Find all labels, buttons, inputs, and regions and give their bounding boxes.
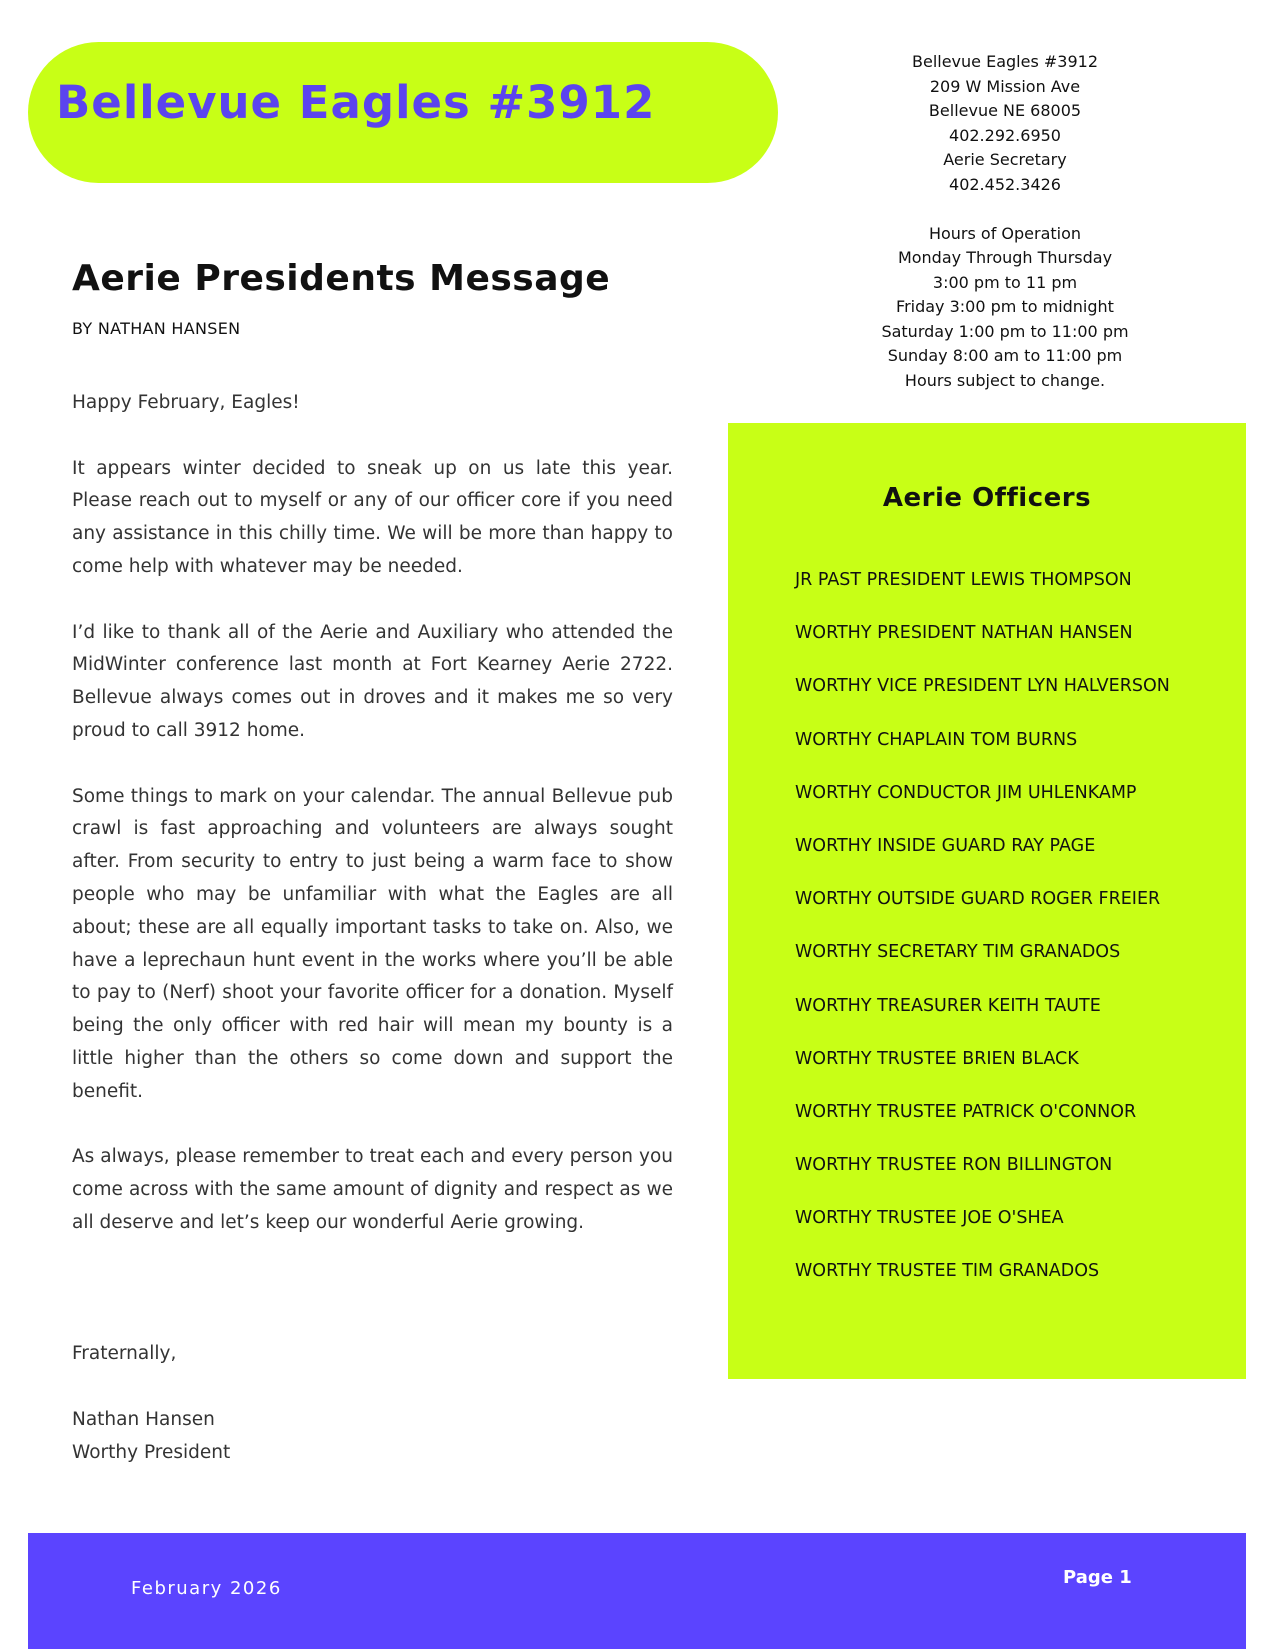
officers-panel [728, 423, 1246, 1379]
article-byline: BY NATHAN HANSEN [72, 319, 241, 338]
officer-item: WORTHY TRUSTEE TIM GRANADOS [795, 1261, 1100, 1282]
officer-item: WORTHY TRUSTEE RON BILLINGTON [795, 1155, 1113, 1176]
contact-line: Aerie Secretary [943, 150, 1067, 169]
hours-line: Saturday 1:00 pm to 11:00 pm [881, 321, 1129, 341]
hours-line: Hours subject to change. [904, 370, 1106, 390]
article-paragraph: Some things to mark on your calendar. The annual Bellevue pub crawl is fast approaching and volunteers are always sought after. From security to entry to just being a warm face to show people who may be unfamiliar with what the Eagles are all about; these are all equally important tasks to take on. Also, we have a leprechaun hunt event in the works where you’ll be able to pay to (Nerf) shoot your favorite officer for a donation. Myself being the only officer with red hair will mean my bounty is a little higher than the others so come down and support the benefit. [72, 785, 673, 1102]
signature-title: Worthy President [72, 1442, 231, 1463]
officer-item: JR PAST PRESIDENT LEWIS THOMPSON [795, 570, 1132, 590]
hours-line: Monday Through Thursday [897, 248, 1113, 267]
article-paragraph: Happy February, Eagles! [72, 392, 300, 413]
officer-item: WORTHY PRESIDENT NATHAN HANSEN [795, 623, 1133, 644]
hours-line: Sunday 8:00 am to 11:00 pm [887, 346, 1123, 365]
article-paragraph: I’d like to thank all of the Aerie and Auxiliary who attended the MidWinter conference last month at Fort Kearney Aerie 2722. Bellevue always comes out in droves and it makes me so very proud to call 3912 home. [72, 621, 673, 741]
article-paragraph: It appears winter decided to sneak up on us late this year. Please reach out to myself or any of our officer core if you need any assistance in this chilly time. We will be more than happy to come help with whatever may be needed. [72, 457, 673, 577]
officer-item: WORTHY VICE PRESIDENT LYN HALVERSON [795, 676, 1170, 697]
footer-bar [28, 1533, 1246, 1649]
officers-heading: Aerie Officers [882, 483, 1092, 513]
footer-date: February 2026 [131, 1578, 282, 1599]
article-signature [72, 1403, 230, 1469]
contact-block [830, 50, 1180, 393]
page-number: Page 1 [1063, 1567, 1132, 1588]
contact-line: Bellevue NE 68005 [928, 101, 1082, 120]
officer-item: WORTHY SECRETARY TIM GRANADOS [795, 942, 1121, 963]
contact-spacer [830, 197, 1180, 222]
newsletter-title: Bellevue Eagles #3912 [56, 76, 656, 129]
officer-item: WORTHY OUTSIDE GUARD ROGER FREIER [795, 889, 1161, 910]
article-closing: Fraternally, [72, 1343, 177, 1364]
signature-name: Nathan Hansen [72, 1409, 215, 1430]
officer-item: WORTHY TREASURER KEITH TAUTE [795, 995, 1101, 1016]
officer-item: WORTHY TRUSTEE JOE O'SHEA [795, 1208, 1064, 1229]
hours-line: Friday 3:00 pm to midnight [896, 297, 1114, 316]
officer-item: WORTHY CONDUCTOR JIM UHLENKAMP [795, 782, 1137, 803]
contact-line: 209 W Mission Ave [929, 76, 1081, 96]
contact-line: Bellevue Eagles #3912 [912, 52, 1098, 71]
article-paragraph: As always, please remember to treat each and every person you come across with the same amount of dignity and respect as we all deserve and let’s keep our wonderful Aerie growing. [72, 1146, 673, 1233]
officer-item: WORTHY CHAPLAIN TOM BURNS [795, 729, 1078, 750]
hours-line: 3:00 pm to 11 pm [932, 272, 1078, 292]
hours-line: Hours of Operation [928, 223, 1082, 243]
header-banner [28, 42, 778, 183]
contact-line: 402.292.6950 [949, 125, 1061, 145]
officer-item: WORTHY TRUSTEE PATRICK O'CONNOR [795, 1101, 1137, 1122]
officer-item: WORTHY TRUSTEE BRIEN BLACK [795, 1048, 1079, 1069]
article-body [72, 387, 673, 1273]
officer-item: WORTHY INSIDE GUARD RAY PAGE [795, 835, 1096, 856]
officers-list [795, 569, 1170, 1314]
article-title: Aerie Presidents Message [72, 258, 611, 299]
contact-line: 402.452.3426 [949, 174, 1061, 194]
